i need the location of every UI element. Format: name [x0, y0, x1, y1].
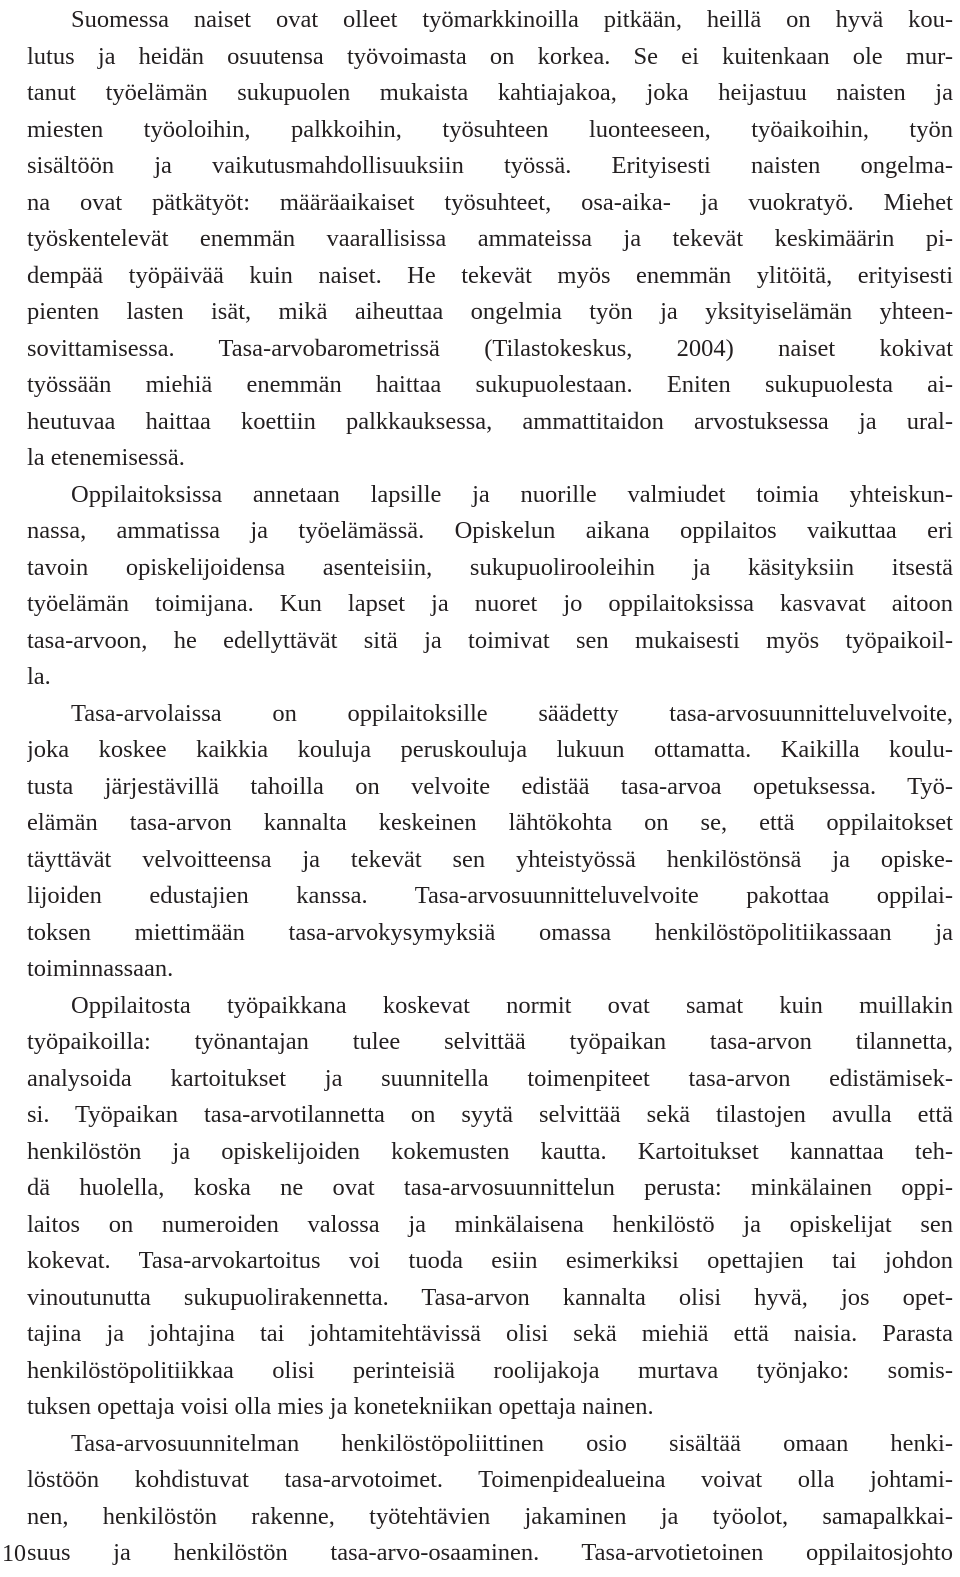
text-line: lutus ja heidän osuutensa työvoimasta on korkea. Se ei kuitenkaan ole mur- — [27, 42, 953, 70]
text-line: henkilöstöpolitiikkaa olisi perinteisiä roolijakoja murtava työnjako: somis- — [27, 1356, 953, 1384]
text-line: Tasa-arvosuunnitelman henkilöstöpoliittinen osio sisältää omaan henki- — [71, 1429, 953, 1457]
paragraph — [27, 696, 953, 988]
paragraph — [27, 2, 953, 477]
text-line: la. — [27, 663, 51, 690]
text-line: Oppilaitoksissa annetaan lapsille ja nuorille valmiudet toimia yhteiskun- — [71, 480, 953, 508]
text-line: työpaikoilla: työnantajan tulee selvittää työpaikan tasa-arvon tilannetta, — [27, 1028, 953, 1055]
text-line: analysoida kartoitukset ja suunnitella toimenpiteet tasa-arvon edistämisek- — [27, 1064, 953, 1092]
text-line: tavoin opiskelijoidensa asenteisiin, sukupuolirooleihin ja käsityksiin itsestä — [27, 553, 953, 581]
text-line: tuksen opettaja voisi olla mies ja konetekniikan opettaja nainen. — [27, 1393, 654, 1420]
text-line: tajina ja johtajina tai johtamitehtävissä olisi sekä miehiä että naisia. Parasta — [27, 1320, 953, 1347]
text-line: lijoiden edustajien kanssa. Tasa-arvosuunnitteluvelvoite pakottaa oppilai- — [27, 882, 953, 909]
text-line: täyttävät velvoitteensa ja tekevät sen yhteistyössä henkilöstönsä ja opiske- — [27, 845, 953, 873]
page-number: 10 — [2, 1541, 26, 1567]
text-line: vinoutunutta sukupuolirakennetta. Tasa-arvon kannalta olisi hyvä, jos opet- — [27, 1283, 953, 1311]
text-line: heutuvaa haittaa koettiin palkkauksessa, ammattitaidon arvostuksessa ja ural- — [27, 407, 953, 435]
text-line: tanut työelämän sukupuolen mukaista kahtiajakoa, joka heijastuu naisten ja — [27, 79, 953, 106]
text-line: Tasa-arvolaissa on oppilaitoksille säädetty tasa-arvosuunnitteluvelvoite, — [71, 699, 953, 727]
text-line: laitos on numeroiden valossa ja minkälaisena henkilöstö ja opiskelijat sen — [27, 1210, 953, 1238]
text-line: nassa, ammatissa ja työelämässä. Opiskelun aikana oppilaitos vaikuttaa eri — [27, 517, 953, 544]
text-line: työssään miehiä enemmän haittaa sukupuolestaan. Eniten sukupuolesta ai- — [27, 371, 953, 398]
text-line: toksen miettimään tasa-arvokysymyksiä omassa henkilöstöpolitiikassaan ja — [27, 918, 953, 946]
text-line: kokevat. Tasa-arvokartoitus voi tuoda esiin esimerkiksi opettajien tai johdon — [27, 1247, 953, 1274]
text-line: sovittamisessa. Tasa-arvobarometrissä (Tilastokeskus, 2004) naiset kokivat — [27, 334, 953, 362]
text-line: Oppilaitosta työpaikkana koskevat normit ovat samat kuin muillakin — [71, 991, 953, 1019]
text-line: dä huolella, koska ne ovat tasa-arvosuunnittelun perusta: minkälainen oppi- — [27, 1174, 953, 1201]
text-line: pienten lasten isät, mikä aiheuttaa ongelmia työn ja yksityiselämän yhteen- — [27, 298, 953, 325]
text-line: elämän tasa-arvon kannalta keskeinen lähtökohta on se, että oppilaitokset — [27, 809, 953, 836]
paragraph — [27, 988, 953, 1426]
text-line: la etenemisessä. — [27, 444, 185, 471]
text-line: työelämän toimijana. Kun lapset ja nuoret jo oppilaitoksissa kasvavat aitoon — [27, 590, 953, 617]
text-line: löstöön kohdistuvat tasa-arvotoimet. Toimenpidealueina voivat olla johtami- — [27, 1466, 953, 1493]
body-text — [27, 2, 953, 1572]
text-line: joka koskee kaikkia kouluja peruskouluja lukuun ottamatta. Kaikilla koulu- — [27, 736, 953, 763]
text-line: dempää työpäivää kuin naiset. He tekevät myös enemmän ylitöitä, erityisesti — [27, 261, 953, 289]
text-line: sisältöön ja vaikutusmahdollisuuksiin työssä. Erityisesti naisten ongelma- — [27, 152, 953, 179]
text-line: na ovat pätkätyöt: määräaikaiset työsuhteet, osa-aika- ja vuokratyö. Miehet — [27, 188, 953, 216]
text-line: miesten työoloihin, palkkoihin, työsuhteen luonteeseen, työaikoihin, työn — [27, 115, 953, 143]
paragraph — [27, 477, 953, 696]
text-line: tusta järjestävillä tahoilla on velvoite edistää tasa-arvoa opetuksessa. Työ- — [27, 772, 953, 800]
text-line: henkilöstön ja opiskelijoiden kokemusten kautta. Kartoitukset kannattaa teh- — [27, 1137, 953, 1165]
text-line: suus ja henkilöstön tasa-arvo-osaaminen. Tasa-arvotietoinen oppilaitosjohto — [27, 1539, 953, 1566]
text-line: työskentelevät enemmän vaarallisissa ammateissa ja tekevät keskimäärin pi- — [27, 225, 953, 252]
text-line: nen, henkilöstön rakenne, työtehtävien jakaminen ja työolot, samapalkkai- — [27, 1502, 953, 1530]
text-line: tasa-arvoon, he edellyttävät sitä ja toimivat sen mukaisesti myös työpaikoil- — [27, 626, 953, 654]
text-line: si. Työpaikan tasa-arvotilannetta on syytä selvittää sekä tilastojen avulla että — [27, 1101, 953, 1128]
text-line: toiminnassaan. — [27, 955, 174, 982]
paragraph — [27, 1426, 953, 1572]
text-line: Suomessa naiset ovat olleet työmarkkinoilla pitkään, heillä on hyvä kou- — [71, 6, 953, 33]
